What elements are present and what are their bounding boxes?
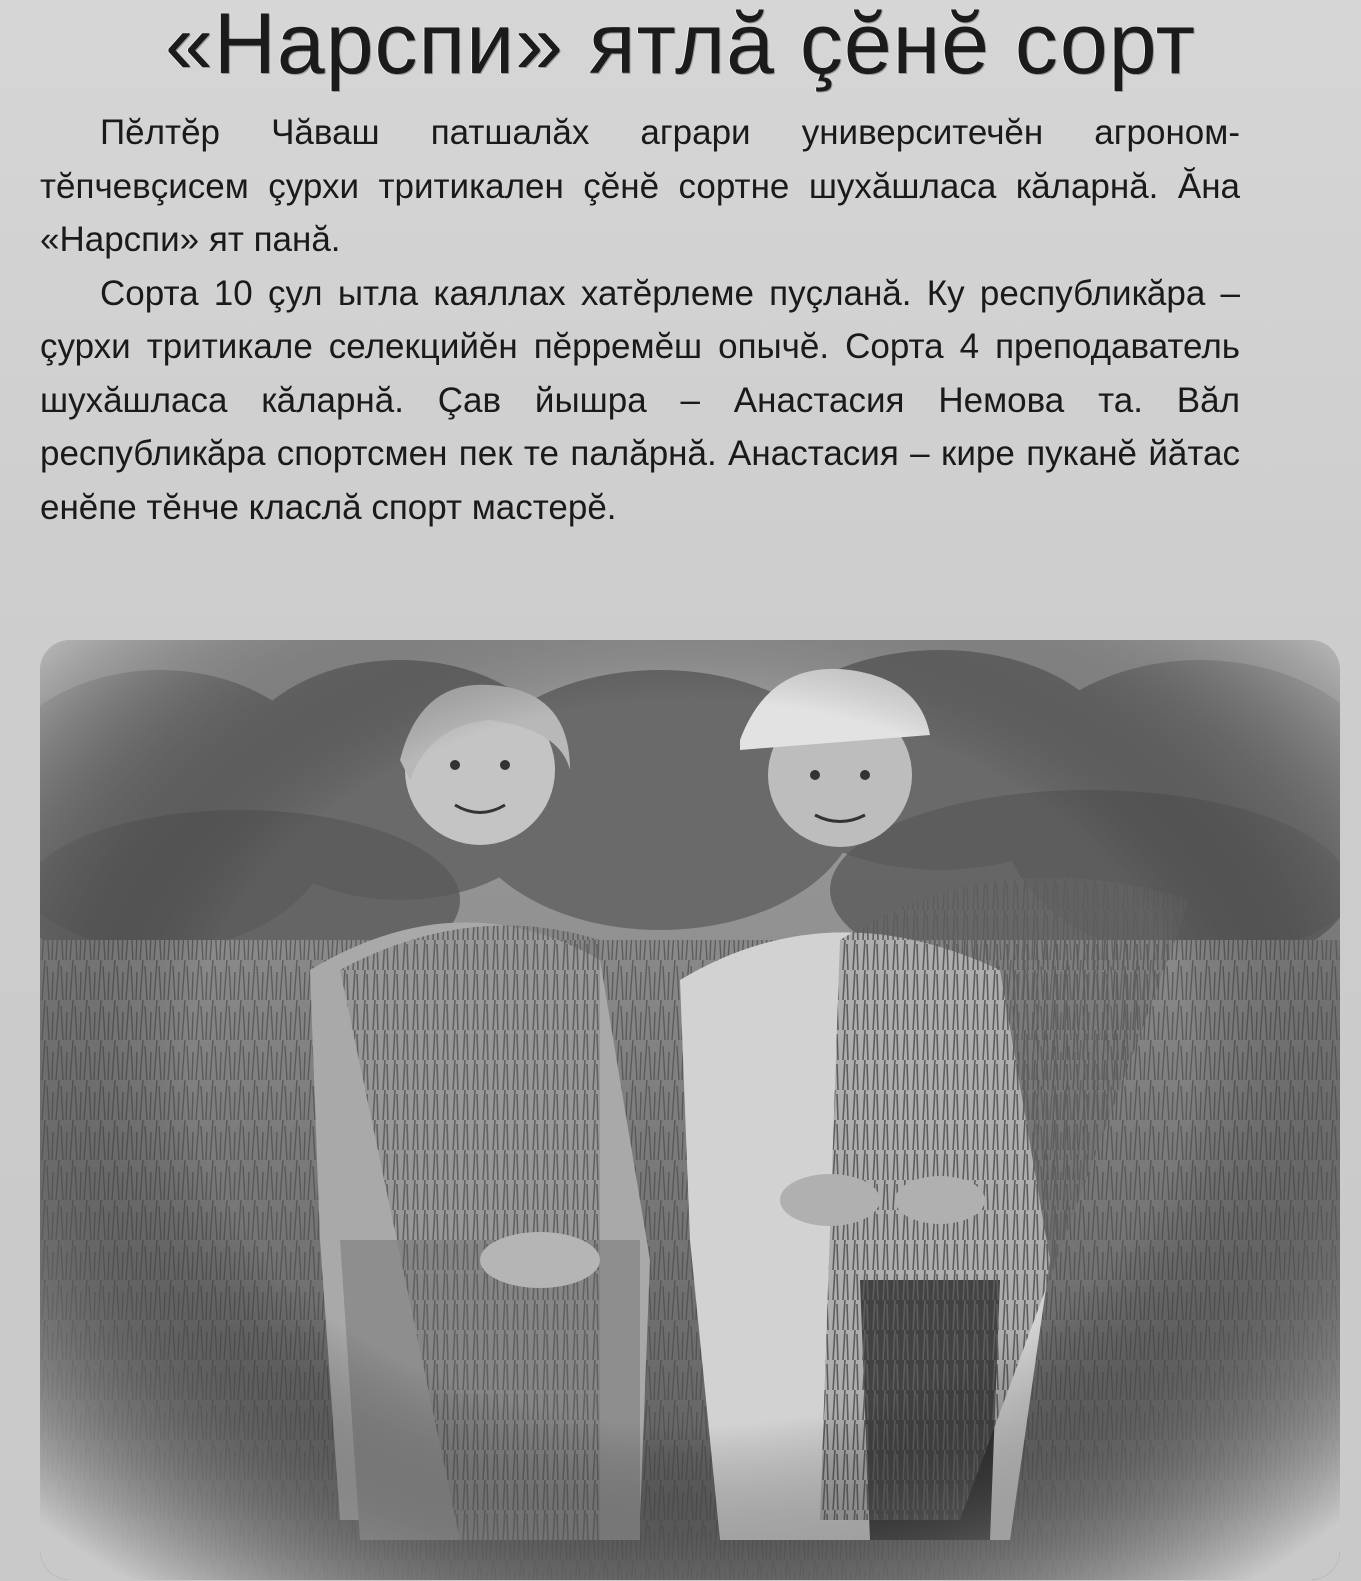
photo-illustration (40, 640, 1340, 1580)
article-photo (40, 640, 1340, 1580)
article-headline: «Нарспи» ятлă çĕнĕ сорт (164, 0, 1197, 92)
article-body (40, 106, 1240, 534)
article-paragraph-2: Сорта 10 çул ытла каяллах хатĕрлеме пуçланă. Ку республикăра – çурхи тритикале селекцийĕн пĕрремĕш опычĕ. Сорта 4 преподаватель шухăшласа кăларнă. Çав йышра – Анастасия Немова та. Вăл республикăра спортсмен пек те палăрнă. Анастасия – кире пуканĕ йăтас енĕпе тĕнче класлă спорт мастерĕ. (40, 273, 1240, 527)
article-paragraph-1: Пĕлтĕр Чăваш патшалăх аграри университечĕн агроном-тĕпчевçисем çурхи тритикален çĕнĕ сортне шухăшласа кăларнă. Ăна «Нарспи» ят панă. (40, 113, 1240, 259)
